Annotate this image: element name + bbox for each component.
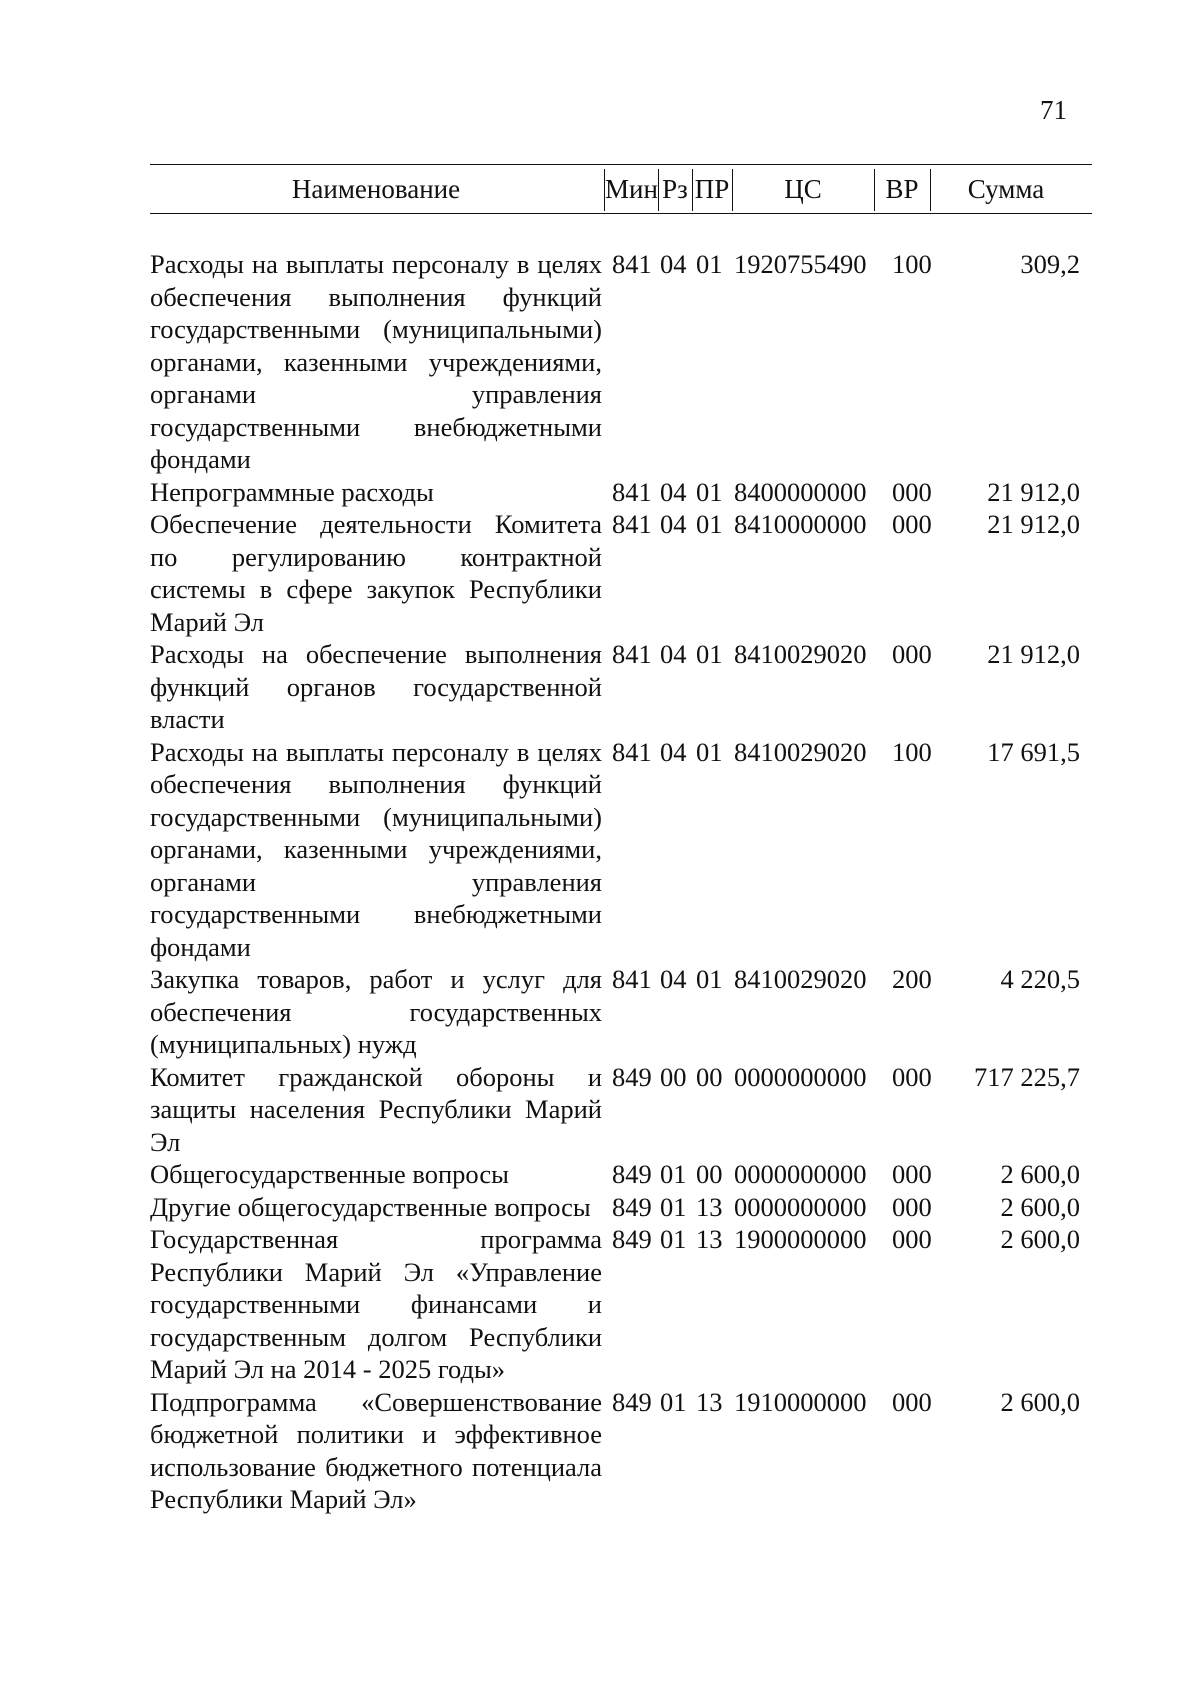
row-cs: 1900000000 (734, 1224, 867, 1254)
row-rz: 04 (660, 509, 687, 539)
table-body (150, 248, 1092, 1516)
row-pr: 01 (696, 639, 723, 669)
row-pr: 13 (696, 1191, 723, 1222)
header-sum: Сумма (967, 174, 1045, 204)
row-rz: 04 (660, 249, 687, 279)
row-pr: 01 (696, 476, 723, 507)
table-row (150, 508, 1092, 638)
row-vr: 000 (892, 1191, 932, 1222)
row-rz: 01 (660, 1224, 687, 1254)
row-pr: 01 (696, 736, 723, 767)
row-vr: 000 (892, 639, 932, 669)
row-vr: 200 (892, 964, 932, 994)
row-rz: 04 (660, 476, 687, 507)
table-row (150, 638, 1092, 736)
row-sum: 2 600,0 (1000, 1191, 1080, 1222)
row-cs: 0000000000 (734, 1159, 867, 1189)
header-name: Наименование (291, 174, 461, 204)
table-row (150, 1223, 1092, 1386)
row-rz: 04 (660, 964, 687, 994)
row-sum: 309,2 (1020, 249, 1080, 279)
row-vr: 000 (892, 509, 932, 539)
row-min: 849 (612, 1061, 652, 1092)
row-vr: 000 (892, 476, 932, 507)
table-row (150, 1158, 1092, 1191)
header-min: Мин (605, 174, 658, 204)
budget-table (150, 164, 1092, 1516)
row-rz: 04 (660, 639, 687, 669)
row-rz: 01 (660, 1159, 687, 1189)
row-rz: 04 (660, 736, 687, 767)
header-vr: ВР (885, 174, 919, 204)
row-vr: 100 (892, 249, 932, 279)
header-rz: Рз (662, 174, 688, 204)
row-rz: 01 (660, 1191, 687, 1222)
row-min: 849 (612, 1159, 652, 1189)
table-row (150, 476, 1092, 509)
table-row (150, 248, 1092, 476)
row-sum: 21 912,0 (987, 509, 1080, 539)
row-vr: 000 (892, 1224, 932, 1254)
table-row (150, 1386, 1092, 1516)
row-cs: 8410029020 (734, 639, 867, 669)
row-name: Расходы на выплаты персоналу в целях обеспечения выполнения функций государственными (муниципальными) органами, казенными учреждениями, органами управления государственными внебюджетными фондами (150, 736, 602, 962)
row-pr: 01 (696, 964, 723, 994)
row-pr: 13 (696, 1386, 723, 1417)
row-min: 849 (612, 1224, 652, 1254)
row-sum: 17 691,5 (987, 736, 1080, 767)
row-name: Комитет гражданской обороны и защиты населения Республики Марий Эл (150, 1061, 602, 1157)
row-pr: 00 (696, 1061, 723, 1092)
row-cs: 8400000000 (734, 476, 867, 507)
header-pr: ПР (694, 174, 730, 204)
row-cs: 8410029020 (734, 736, 867, 767)
row-sum: 2 600,0 (1000, 1159, 1080, 1189)
row-sum: 2 600,0 (1000, 1386, 1080, 1417)
row-name: Закупка товаров, работ и услуг для обеспечения государственных (муниципальных) нужд (150, 964, 602, 1059)
row-vr: 000 (892, 1061, 932, 1092)
row-pr: 01 (696, 509, 723, 539)
table-row (150, 963, 1092, 1061)
table-row (150, 1061, 1092, 1159)
row-name: Общегосударственные вопросы (150, 1159, 509, 1189)
row-cs: 8410029020 (734, 964, 867, 994)
row-name: Обеспечение деятельности Комитета по регулированию контрактной системы в сфере закупок Республики Марий Эл (150, 509, 602, 637)
row-name: Подпрограмма «Совершенствование бюджетной политики и эффективное использование бюджетного потенциала Республики Марий Эл» (150, 1386, 602, 1514)
page-number: 71 (1040, 95, 1067, 125)
row-cs: 8410000000 (734, 509, 867, 539)
row-pr: 13 (696, 1224, 723, 1254)
row-min: 841 (612, 639, 652, 669)
row-rz: 01 (660, 1386, 687, 1417)
row-pr: 01 (696, 249, 723, 279)
row-min: 849 (612, 1191, 652, 1222)
row-cs: 1920755490 (734, 249, 867, 279)
table-row (150, 736, 1092, 964)
row-cs: 0000000000 (734, 1191, 867, 1222)
row-min: 841 (612, 509, 652, 539)
row-min: 841 (612, 249, 652, 279)
row-vr: 000 (892, 1159, 932, 1189)
row-name: Расходы на выплаты персоналу в целях обеспечения выполнения функций государственными (муниципальными) органами, казенными учреждениями, органами управления государственными внебюджетными фондами (150, 249, 602, 474)
row-sum: 717 225,7 (974, 1061, 1080, 1092)
table-row (150, 1191, 1092, 1224)
row-name: Государственная программа Республики Марий Эл «Управление государственными финансами и государственным долгом Республики Марий Эл на 2014 - 2025 годы» (150, 1224, 602, 1384)
row-min: 841 (612, 736, 652, 767)
row-vr: 000 (892, 1386, 932, 1417)
row-vr: 100 (892, 736, 932, 767)
row-min: 841 (612, 964, 652, 994)
row-pr: 00 (696, 1159, 723, 1189)
row-sum: 21 912,0 (987, 476, 1080, 507)
row-name: Непрограммные расходы (150, 476, 434, 507)
table-header (150, 164, 1092, 214)
row-cs: 0000000000 (734, 1061, 867, 1092)
row-min: 841 (612, 476, 652, 507)
row-cs: 1910000000 (734, 1386, 867, 1417)
row-name: Расходы на обеспечение выполнения функций органов государственной власти (150, 639, 602, 734)
row-sum: 2 600,0 (1000, 1224, 1080, 1254)
row-sum: 4 220,5 (1000, 964, 1080, 994)
row-rz: 00 (660, 1061, 687, 1092)
row-sum: 21 912,0 (987, 639, 1080, 669)
header-cs: ЦС (784, 174, 822, 204)
row-min: 849 (612, 1386, 652, 1417)
row-name: Другие общегосударственные вопросы (150, 1191, 591, 1222)
